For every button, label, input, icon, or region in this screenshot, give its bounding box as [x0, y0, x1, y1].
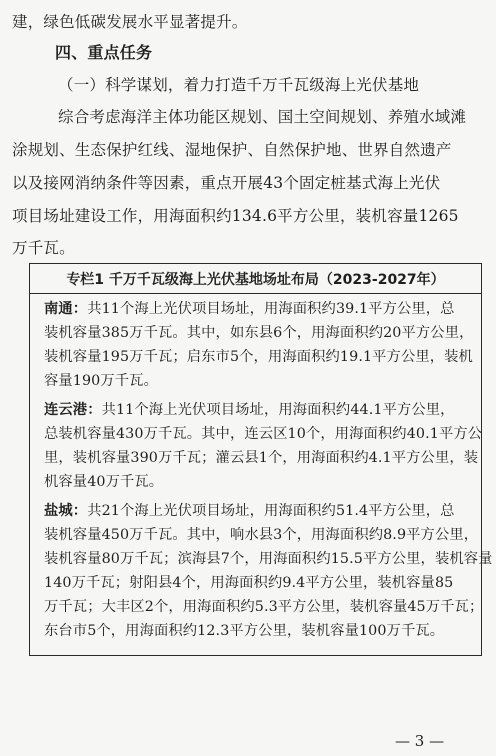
box-line: 东台市5个，用海面积约12.3平方公里，装机容量100万千瓦。 [44, 623, 445, 639]
paragraph-line: 涂规划、生态保护红线、湿地保护、自然保护地、世界自然遗产 [12, 141, 452, 159]
paragraph-line: 综合考虑海洋主体功能区规划、国土空间规划、养殖水域滩 [58, 108, 467, 126]
box-title-row [30, 264, 481, 294]
page-number: — 3 — [395, 732, 445, 750]
box-text: 共21个海上光伏项目场址，用海面积约51.4平方公里，总 [87, 503, 455, 519]
sub-heading: （一）科学谋划，着力打造千万千瓦级海上光伏基地 [58, 76, 420, 94]
region-label-yancheng: 盐城： [44, 503, 88, 519]
paragraph-line: 项目场址建设工作，用海面积约134.6平方公里，装机容量1265 [12, 207, 459, 225]
box-line [44, 401, 455, 419]
box-line: 装机容量450万千瓦。其中，响水县3个，用海面积约8.9平方公里， [44, 527, 479, 543]
box-line: 里，装机容量390万千瓦；灌云县1个，用海面积约4.1平方公里，装 [44, 450, 479, 466]
box-line: 140万千瓦；射阳县4个，用海面积约9.4平方公里，装机容量85 [44, 575, 454, 591]
box-text: 共11个海上光伏项目场址，用海面积约44.1平方公里， [101, 402, 455, 418]
box-line: 容量190万千瓦。 [44, 373, 158, 389]
region-label-nantong: 南通： [44, 301, 88, 317]
box-line: 装机容量195万千瓦；启东市5个，用海面积约19.1平方公里，装机 [44, 349, 473, 365]
region-label-lianyungang: 连云港： [44, 402, 102, 418]
box-line [44, 300, 455, 318]
box-title: 专栏1 千万千瓦级海上光伏基地场址布局（2023-2027年） [66, 272, 445, 288]
continuation-line: 建，绿色低碳发展水平显著提升。 [12, 13, 248, 31]
box-line: 机容量40万千瓦。 [44, 474, 164, 490]
box-line: 万千瓦；大丰区2个，用海面积约5.3平方公里，装机容量45万千瓦； [44, 599, 484, 615]
section-heading: 四、重点任务 [55, 43, 153, 62]
paragraph-line: 以及接网消纳条件等因素，重点开展43个固定桩基式海上光伏 [12, 174, 441, 192]
box-line: 装机容量80万千瓦；滨海县7个，用海面积约15.5平方公里，装机容量 [44, 551, 493, 567]
sidebar-box [29, 263, 493, 656]
box-line: 总装机容量430万千瓦。其中，连云区10个，用海面积约40.1平方公 [44, 426, 483, 442]
box-line [44, 502, 455, 520]
box-line: 装机容量385万千瓦。其中，如东县6个，用海面积约20平方公里， [44, 325, 474, 341]
paragraph-line: 万千瓦。 [12, 239, 75, 257]
box-text: 共11个海上光伏项目场址，用海面积约39.1平方公里，总 [87, 301, 455, 317]
